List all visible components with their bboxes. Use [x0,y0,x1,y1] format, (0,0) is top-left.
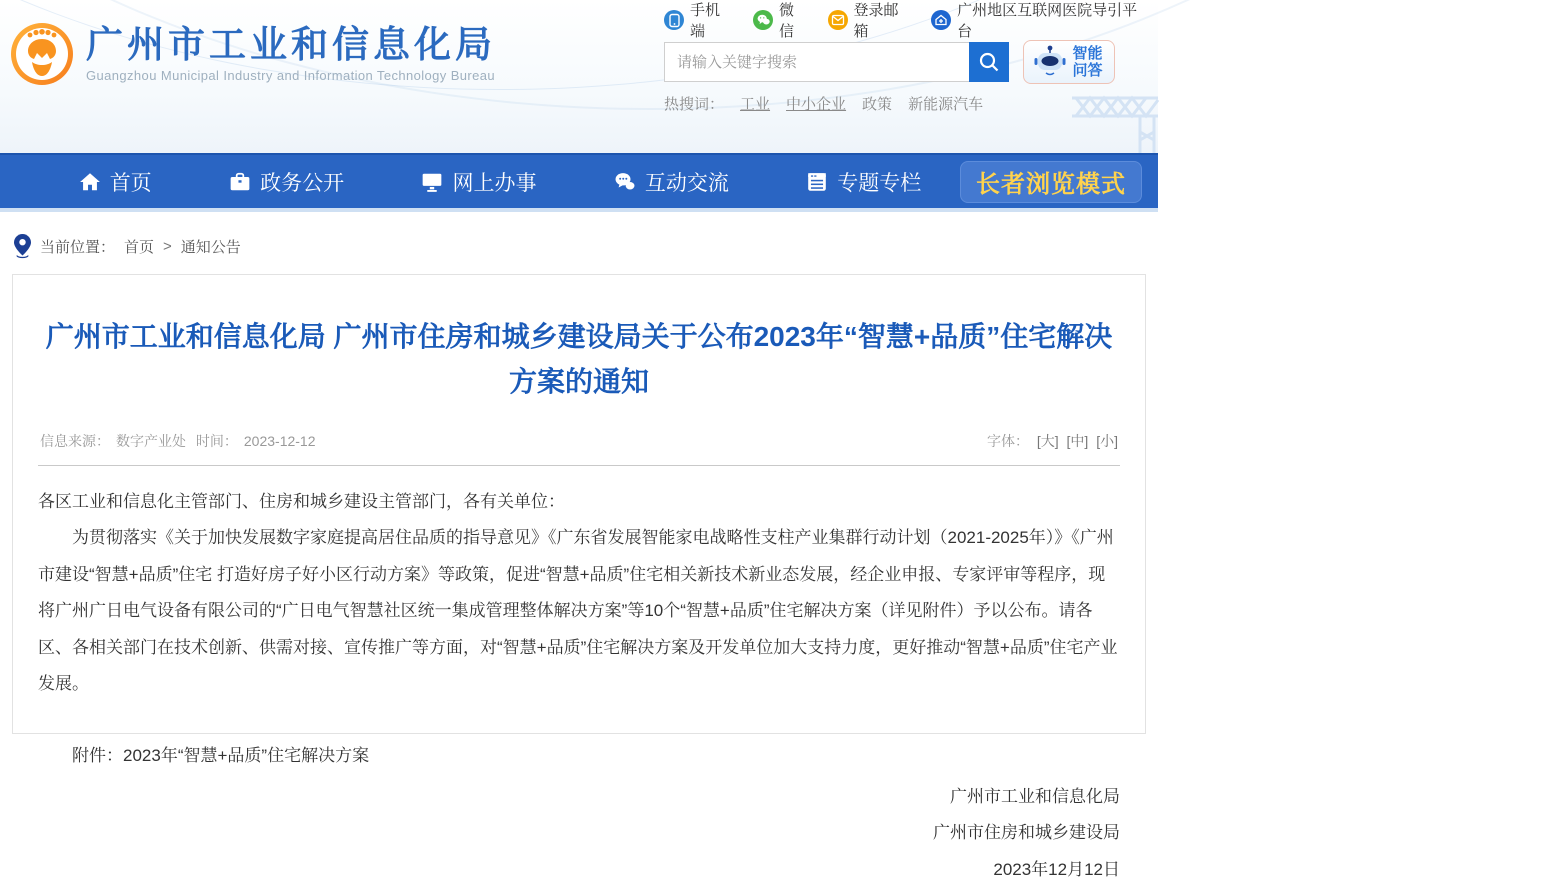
breadcrumb [0,212,1158,274]
breadcrumb-home-link[interactable]: 首页 [124,238,155,256]
chat-bubbles-icon [614,171,636,193]
quick-links [664,2,1146,40]
site-subtitle: Guangzhou Municipal Industry and Information Technology Bureau [86,68,496,84]
search-button[interactable] [969,42,1009,82]
font-size-controls [987,431,1118,451]
article-paragraph: 为贯彻落实《关于加快发展数字家庭提高居住品质的指导意见》《广东省发展智能家电战略性支柱产业集群行动计划（2021-2025年）》《广州市建设“智慧+品质”住宅 打造好房子好小区行动方案》等政策，促进“智慧+品质”住宅相关新技术新业态发展，经企业申报、专家评审等程序，现将广州广日电气设备有限公司的“广日电气智慧社区统一集成管理整体解决方案”等10个“智慧+品质”住宅解决方案（详见附件）予以公布。请各区、各相关部门在技术创新、供需对接、宣传推广等方面，对“智慧+品质”住宅解决方案及开发单位加大支持力度，更好推动“智慧+品质”住宅产业发展。 [38,528,1118,694]
bureau-logo-icon [10,22,74,86]
search-bar [664,42,1146,82]
time-label: 时间： [195,432,238,449]
attachment-line[interactable]: 附件：2023年“智慧+品质”住宅解决方案 [72,745,370,765]
nav-interaction[interactable] [614,167,729,197]
font-size-large[interactable]: [大] [1036,432,1059,449]
nav-home[interactable] [79,167,152,197]
source-label: 信息来源： [40,432,110,449]
site-header [0,0,1158,153]
logo-text [86,25,496,84]
quick-link-label: 微信 [779,2,795,40]
article-meta-row [38,431,1120,466]
quick-link-label: 广州地区互联网医院导引平台 [957,2,1138,40]
hot-keyword[interactable]: 中小企业 [786,96,847,113]
nav-items [40,167,960,197]
internet-hospital-link[interactable] [931,0,1146,41]
font-size-small[interactable]: [小] [1096,432,1118,449]
breadcrumb-current[interactable]: 通知公告 [180,238,241,256]
article-body [38,484,1120,883]
site-title: 广州市工业和信息化局 [86,23,496,65]
quick-link-label: 手机端 [690,2,721,40]
nav-special-topics[interactable] [806,167,921,197]
site-logo[interactable] [10,22,496,86]
nav-label: 专题专栏 [837,171,922,195]
signature-agency-2: 广州市住房和城乡建设局 [933,823,1120,843]
wechat-icon [753,10,773,30]
breadcrumb-label: 当前位置： [40,238,116,256]
robot-icon [1032,45,1068,79]
mail-icon [828,10,848,30]
home-icon [79,171,101,193]
quick-link-label: 登录邮箱 [853,2,899,40]
nav-label: 互动交流 [644,171,729,195]
phone-icon [664,10,684,30]
hot-keyword[interactable]: 新能源汽车 [908,96,984,113]
nav-label: 首页 [109,171,152,195]
article-title: 广州市工业和信息化局 广州市住房和城乡建设局关于公布2023年“智慧+品质”住宅解决方案的通知 [45,321,1113,397]
hot-search-label: 热搜词： [664,96,725,113]
smart-qa-label: 智能问答 [1072,44,1103,79]
font-size-label: 字体： [986,432,1029,449]
mail-login-link[interactable] [828,0,912,41]
article-card [12,274,1146,879]
mobile-site-link[interactable] [664,0,733,41]
hospital-icon [931,10,951,30]
nav-label: 政务公开 [260,171,345,195]
search-icon [978,51,1000,73]
header-right-panel [664,2,1146,114]
hot-keyword[interactable]: 工业 [740,96,771,113]
main-navbar [0,153,1158,208]
article-salutation: 各区工业和信息化主管部门、住房和城乡建设主管部门，各有关单位： [38,491,565,511]
font-size-medium[interactable]: [中] [1066,432,1089,449]
time-value: 2023-12-12 [243,432,316,449]
hot-search-row [664,93,1146,114]
topics-list-icon [806,171,828,193]
monitor-icon [421,171,443,193]
briefcase-icon [229,171,251,193]
nav-label: 网上办事 [452,171,537,195]
elder-mode-button[interactable]: 长者浏览模式 [960,161,1142,203]
nav-gov-info[interactable] [229,167,344,197]
wechat-link[interactable] [753,0,807,41]
source-value: 数字产业处 [116,432,186,449]
signature-date: 2023年12月12日 [993,859,1120,879]
hot-keyword[interactable]: 政策 [862,96,893,113]
smart-qa-button[interactable] [1023,40,1115,84]
nav-online-services[interactable] [421,167,536,197]
signature-block [38,783,1120,883]
search-input[interactable] [664,42,969,82]
breadcrumb-separator: > [163,237,172,255]
location-pin-icon [14,234,31,258]
article-meta-left [40,431,322,451]
signature-agency-1: 广州市工业和信息化局 [950,787,1120,807]
